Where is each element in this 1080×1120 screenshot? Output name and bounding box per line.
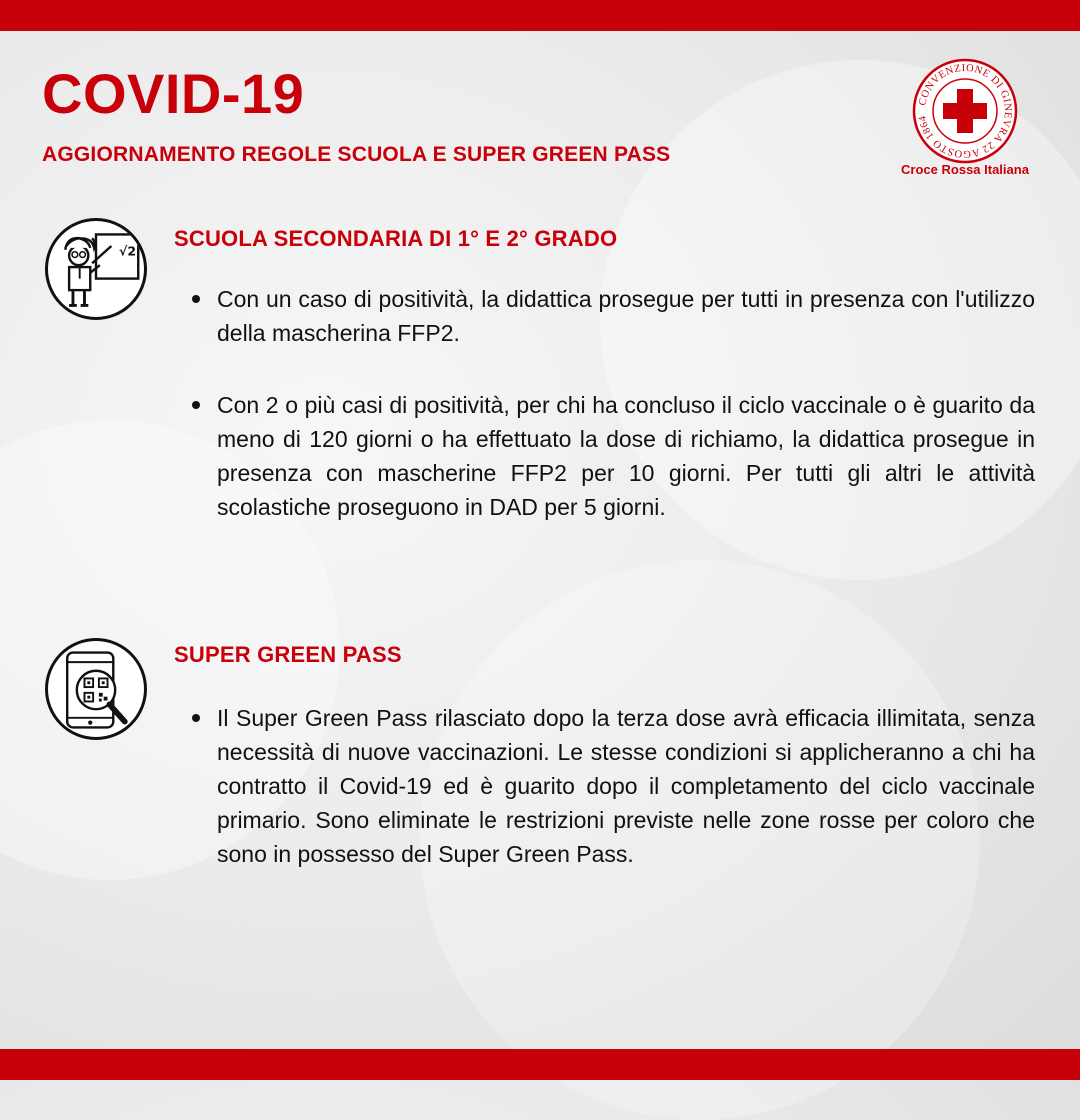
bullet-dot bbox=[192, 714, 200, 722]
bullet-text: Il Super Green Pass rilasciato dopo la terza dose avrà efficacia illimitata, senza necessità di nuove vaccinazioni. Le stesse condizioni si applicheranno a chi ha contratto il Covid-19 ed è guarito dopo il completamento del ciclo vaccinale primario. Sono eliminate le restrizioni previste nelle zone rosse per coloro che sono in possesso del Super Green Pass. bbox=[217, 705, 1035, 867]
top-bar bbox=[0, 0, 1080, 31]
bullet-item bbox=[192, 388, 1035, 524]
teacher-icon bbox=[45, 218, 147, 320]
svg-text:√2: √2 bbox=[119, 243, 137, 259]
bullet-text: Con un caso di positività, la didattica prosegue per tutti in presenza con l'utilizzo della mascherina FFP2. bbox=[217, 286, 1035, 346]
qr-phone-icon bbox=[45, 638, 147, 740]
bullet-text: Con 2 o più casi di positività, per chi ha concluso il ciclo vaccinale o è guarito da meno di 120 giorni o ha effettuato la dose di richiamo, la didattica prosegue in presenza con mascherine FFP2 per 10 giorni. Per tutti gli altri le attività scolastiche proseguono in DAD per 5 giorni. bbox=[217, 392, 1035, 520]
bullet-item bbox=[192, 701, 1035, 871]
bullet-item bbox=[192, 282, 1035, 350]
bullet-dot bbox=[192, 295, 200, 303]
red-cross-seal bbox=[912, 58, 1018, 164]
section-heading-green-pass: SUPER GREEN PASS bbox=[174, 642, 402, 667]
logo-label: Croce Rossa Italiana bbox=[901, 162, 1029, 177]
bottom-bar bbox=[0, 1049, 1080, 1080]
section-heading-scuola: SCUOLA SECONDARIA DI 1° E 2° GRADO bbox=[174, 226, 618, 251]
page-subtitle: AGGIORNAMENTO REGOLE SCUOLA E SUPER GREEN PASS bbox=[42, 143, 671, 166]
seal-text: CONVENZIONE DI GINEVRA 22 AGOSTO 1864 bbox=[917, 62, 1014, 160]
red-cross-logo bbox=[901, 58, 1035, 183]
bullet-dot bbox=[192, 401, 200, 409]
page-title: COVID-19 bbox=[42, 62, 305, 125]
